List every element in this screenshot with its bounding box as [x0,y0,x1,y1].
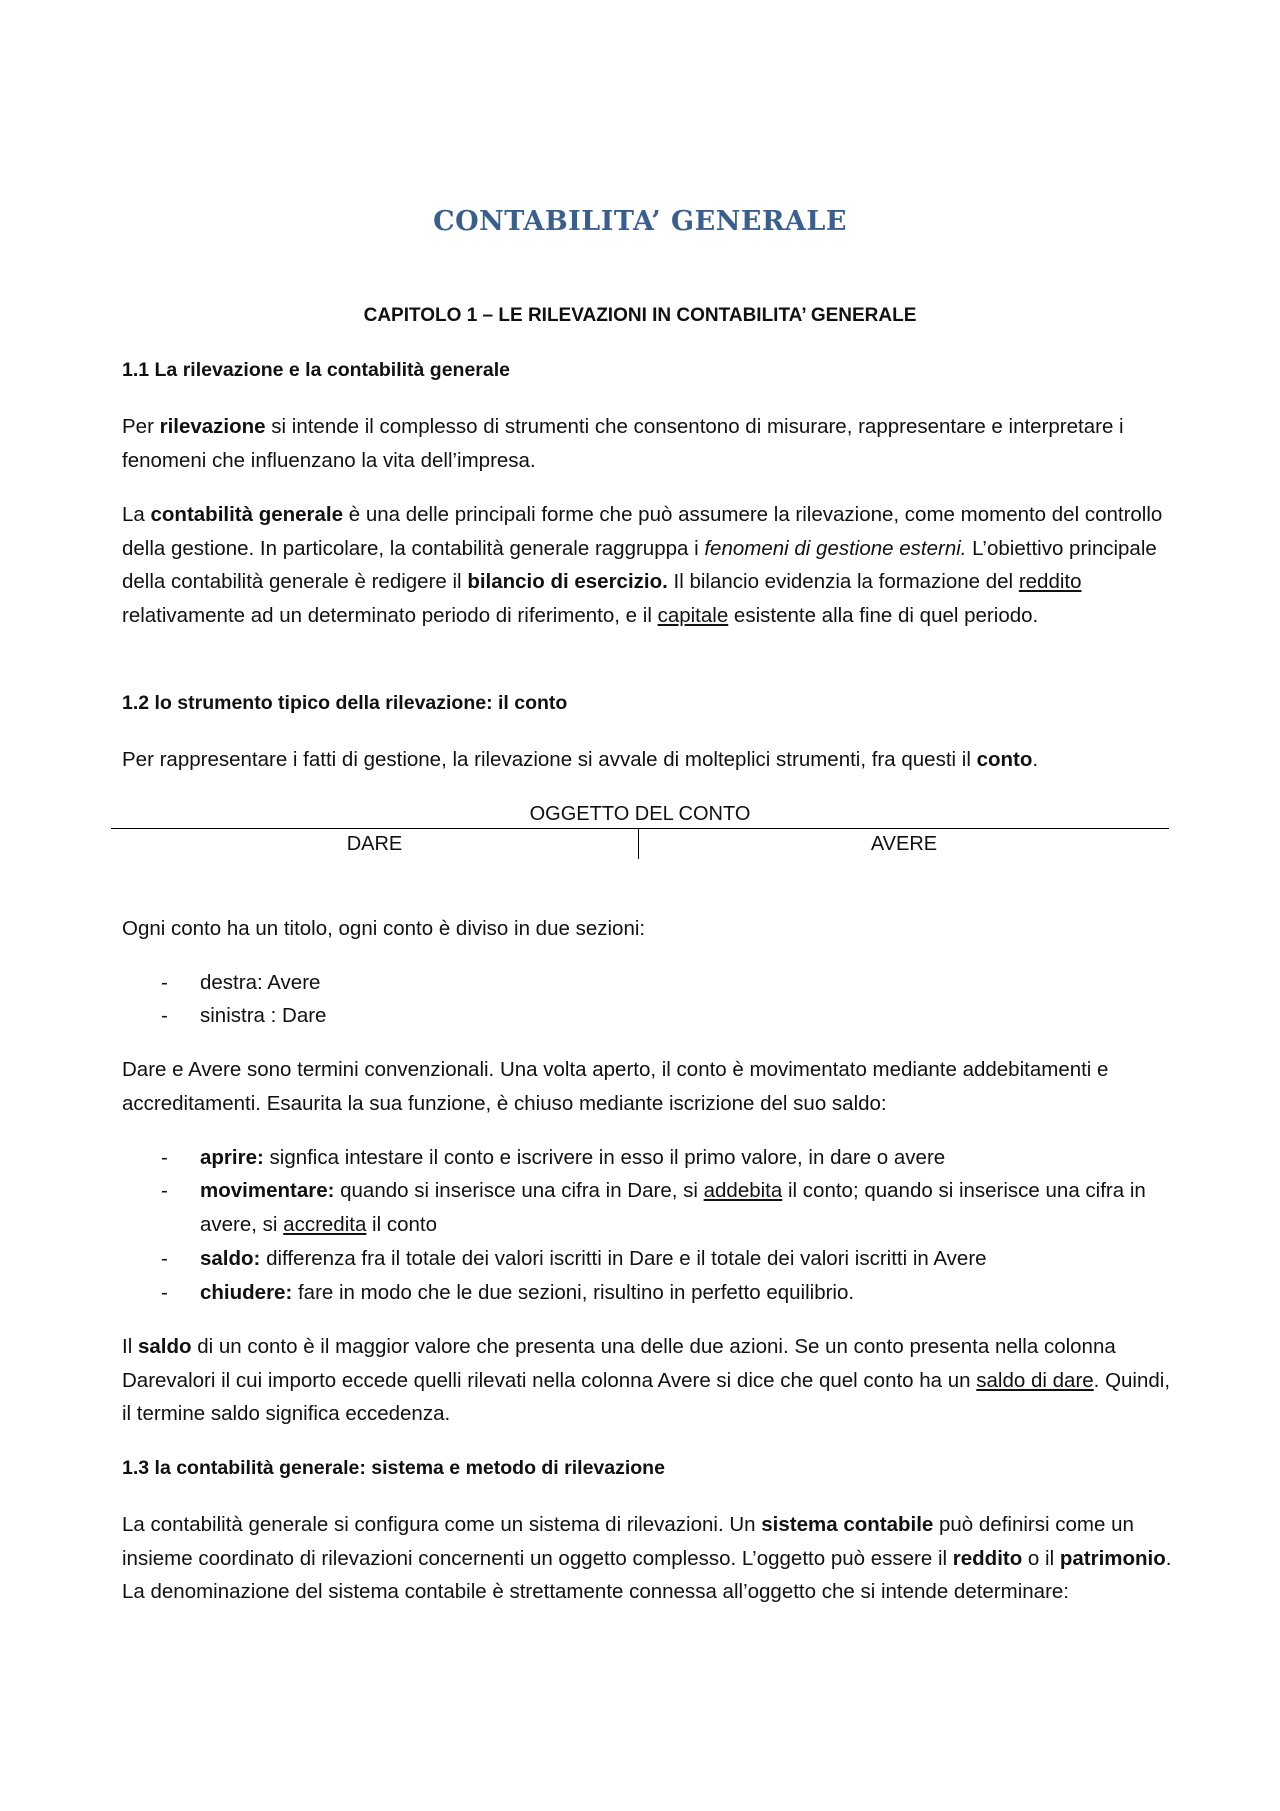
text-run: o il [1022,1546,1060,1570]
list-item: - destra: Avere [122,966,1182,1000]
chapter-heading: CAPITOLO 1 – LE RILEVAZIONI IN CONTABILITA’ GENERALE [363,305,917,326]
text-run: Il [122,1335,138,1358]
bold-term: reddito [952,1546,1023,1570]
text-run: fare in modo che le due sezioni, risultino in perfetto equilibrio. [292,1281,855,1304]
list-item-movimentare: - movimentare: quando si inserisce una cifra in Dare, si addebita il conto; quando si inserisce una cifra in avere, si accredita il conto [161,1179,1146,1236]
bold-term: aprire: [200,1146,264,1169]
text-run: . La denominazione del sistema contabile è strettamente connessa all’oggetto che si intende determinare: [122,1546,1172,1603]
text-run: può definirsi come un insieme coordinato di rilevazioni concernenti un oggetto complesso. L’oggetto può essere il [122,1513,1134,1570]
text-run: Per rappresentare i fatti di gestione, la rilevazione si avvale di molteplici strumenti, fra questi il [122,748,977,771]
list-item-aprire: - aprire: signfica intestare il conto e iscrivere in esso il primo valore, in dare o avere [161,1146,946,1169]
bold-term: saldo: [200,1247,261,1270]
bold-term: patrimonio [1059,1546,1166,1570]
paragraph-conto-intro [122,743,1182,777]
document-title: CONTABILITA’ GENERALE [433,206,847,237]
paragraph-sezioni: Ogni conto ha un titolo, ogni conto è diviso in due sezioni: [122,917,646,940]
underlined-term: accredita [283,1212,367,1236]
text-run: il conto [366,1212,438,1236]
bold-term: sistema contabile [761,1513,934,1536]
bold-term: contabilità generale [150,503,344,526]
paragraph-rilevazione [122,410,1182,477]
section-heading-1-3: 1.3 la contabilità generale: sistema e metodo di rilevazione [122,1457,665,1479]
paragraph-saldo [122,1330,1182,1431]
underlined-term: capitale [657,603,729,627]
account-horizontal-line [111,828,1169,829]
section-heading-1-1: 1.1 La rilevazione e la contabilità generale [122,359,510,381]
account-title: OGGETTO DEL CONTO [529,803,751,825]
text-run: esistente alla fine di quel periodo. [728,603,1039,627]
text-run: quando si inserisce una cifra in Dare, si [334,1179,704,1202]
text-run: differenza fra il totale dei valori iscritti in Dare e il totale dei valori iscritti in Avere [260,1247,987,1270]
italic-term: fenomeni di gestione esterni. [704,536,967,560]
list-item-chiudere: - chiudere: fare in modo che le due sezioni, risultino in perfetto equilibrio. [161,1281,855,1304]
text-run: Per [122,415,160,438]
list-item-text: destra: Avere [200,971,321,994]
underlined-term: reddito [1018,570,1082,593]
text-run: . Quindi, il termine saldo significa eccedenza. [122,1368,1171,1425]
bold-term: bilancio di esercizio. [467,570,668,593]
bold-term: rilevazione [159,415,266,438]
text-run: di un conto è il maggior valore che presenta una delle due azioni. Se un conto presenta nella colonna Darevalori il cui importo eccede quelli rilevati nella colonna Avere si dice che quel conto ha un [122,1335,1116,1392]
text-run: il conto; quando si inserisce una cifra in avere, si [200,1179,1146,1236]
list-item-text: sinistra : Dare [200,1004,327,1027]
text-run: signfica intestare il conto e iscrivere in esso il primo valore, in dare o avere [263,1146,946,1169]
paragraph-contabilita-generale [122,498,1182,632]
text-run: è una delle principali forme che può assumere la rilevazione, come momento del controllo della gestione. In particolare, la contabilità generale raggruppa i [122,503,1163,560]
list-item: - sinistra : Dare [122,999,1182,1033]
paragraph-sistema-contabile [122,1508,1182,1609]
bold-term: chiudere: [200,1281,293,1304]
section-heading-1-2: 1.2 lo strumento tipico della rilevazione: il conto [122,692,568,714]
list-item-saldo: - saldo: differenza fra il totale dei valori iscritti in Dare e il totale dei valori iscritti in Avere [161,1247,987,1270]
paragraph-dare-avere: Dare e Avere sono termini convenzionali. Una volta aperto, il conto è movimentato mediante addebitamenti e accreditamenti. Esaurita la sua funzione, è chiuso mediante iscrizione del suo saldo: [122,1058,1109,1115]
bold-term: saldo [137,1335,192,1358]
bold-term: movimentare: [200,1179,335,1202]
text-run: relativamente ad un determinato periodo di riferimento, e il [122,603,658,627]
text-run: . [1032,748,1039,771]
text-run: La [122,503,151,526]
text-run: L’obiettivo principale della contabilità generale è redigere il [122,536,1157,593]
text-run: si intende il complesso di strumenti che consentono di misurare, rappresentare e interpretare i fenomeni che influenzano la vita dell’impresa. [122,415,1124,472]
text-run: Il bilancio evidenzia la formazione del [667,570,1019,593]
text-run: La contabilità generale si configura come un sistema di rilevazioni. Un [122,1513,762,1536]
bold-term: conto [976,748,1033,771]
underlined-term: saldo di dare [976,1368,1094,1392]
underlined-term: addebita [703,1179,783,1202]
account-dare-label: DARE [346,833,403,855]
account-avere-label: AVERE [870,833,938,855]
